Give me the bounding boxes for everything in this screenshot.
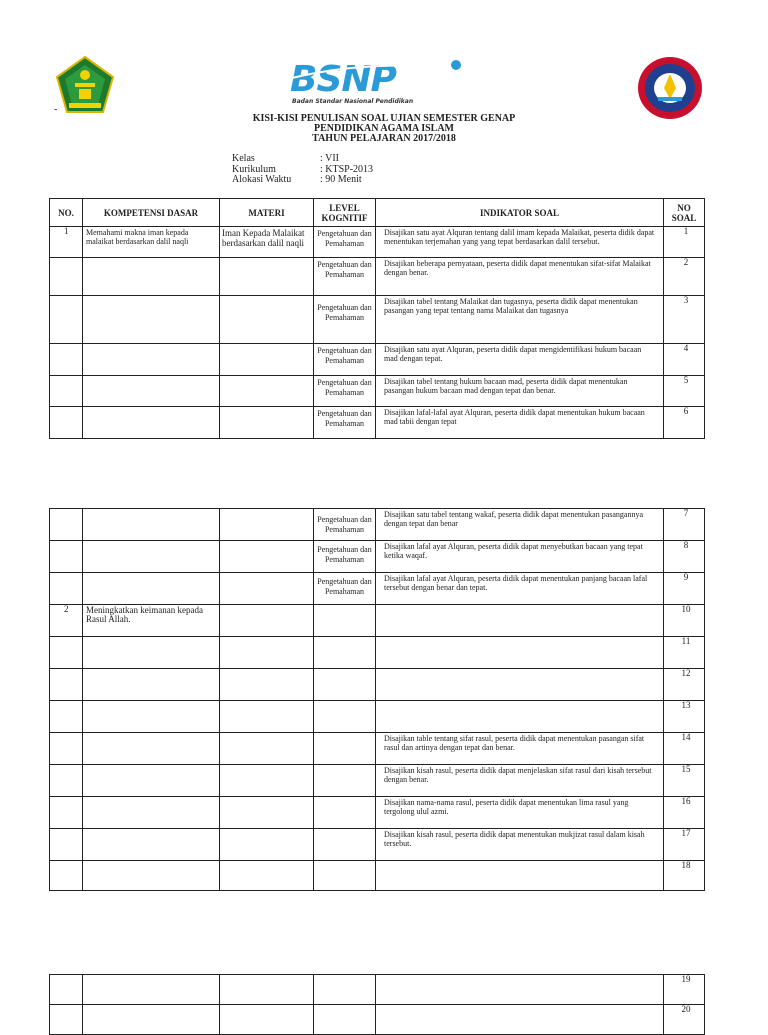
cell-no-soal: 4 (664, 344, 705, 376)
cell-no-soal: 10 (664, 605, 705, 637)
cell-level (314, 797, 376, 829)
cell-no-soal: 8 (664, 541, 705, 573)
cell-no-soal: 17 (664, 829, 705, 861)
cell-level: Pengetahuan dan Pemahaman (314, 407, 376, 439)
cell-level (314, 829, 376, 861)
cell-kompetensi-dasar (83, 861, 220, 891)
cell-materi: Iman Kepada Malaikat berdasarkan dalil naqli (220, 227, 314, 258)
cell-indikator: Disajikan satu tabel tentang wakaf, peserta didik dapat menentukan pasangannya dengan tepat dan benar (376, 509, 664, 541)
cell-no (50, 344, 83, 376)
cell-indikator: Disajikan lafal-lafal ayat Alquran, peserta didik dapat menentukan hukum bacaan mad tabii dengan tepat (376, 407, 664, 439)
cell-level: Pengetahuan dan Pemahaman (314, 296, 376, 344)
cell-indikator: Disajikan tabel tentang Malaikat dan tugasnya, peserta didik dapat menentukan pasangan yang tepat tentang nama Malaikat dan tugasnya (376, 296, 664, 344)
cell-materi (220, 509, 314, 541)
cell-materi (220, 376, 314, 407)
cell-indikator (376, 701, 664, 733)
cell-level: Pengetahuan dan Pemahaman (314, 376, 376, 407)
cell-no-soal: 9 (664, 573, 705, 605)
cell-level: Pengetahuan dan Pemahaman (314, 573, 376, 605)
cell-materi (220, 701, 314, 733)
cell-level: Pengetahuan dan Pemahaman (314, 258, 376, 296)
cell-indikator: Disajikan kisah rasul, peserta didik dapat menjelaskan sifat rasul dari kisah tersebut dengan benar. (376, 765, 664, 797)
cell-no-soal: 3 (664, 296, 705, 344)
cell-kompetensi-dasar (83, 509, 220, 541)
cell-kompetensi-dasar (83, 296, 220, 344)
table-row (50, 605, 705, 637)
cell-materi (220, 541, 314, 573)
table-row (50, 701, 705, 733)
cell-no (50, 701, 83, 733)
cell-indikator: Disajikan satu ayat Alquran, peserta didik dapat mengidentifikasi hukum bacaan mad dengan tepat. (376, 344, 664, 376)
cell-indikator (376, 975, 664, 1005)
cell-kompetensi-dasar (83, 637, 220, 669)
cell-materi (220, 407, 314, 439)
col-header-no: NO. (50, 199, 83, 227)
cell-materi (220, 605, 314, 637)
cell-materi (220, 861, 314, 891)
table-row (50, 296, 705, 344)
cell-materi (220, 1005, 314, 1035)
cell-no (50, 541, 83, 573)
cell-indikator (376, 669, 664, 701)
cell-indikator: Disajikan satu ayat Alquran tentang dalil imam kepada Malaikat, peserta didik dapat menentukan terjemahan yang yang tepat berdasarkan dalil tersebut. (376, 227, 664, 258)
cell-no (50, 258, 83, 296)
table-row (50, 573, 705, 605)
kisi-kisi-table-page-1 (49, 198, 705, 439)
meta-label: Kelas (232, 153, 255, 164)
cell-indikator: Disajikan lafal ayat Alquran, peserta didik dapat menyebutkan bacaan yang tepat ketika waqaf. (376, 541, 664, 573)
bsnp-logo (288, 58, 468, 108)
cell-materi (220, 733, 314, 765)
cell-indikator: Disajikan nama-nama rasul, peserta didik dapat menentukan lima rasul yang tergolong ulul azmi. (376, 797, 664, 829)
cell-no-soal: 13 (664, 701, 705, 733)
cell-indikator (376, 861, 664, 891)
cell-no-soal: 20 (664, 1005, 705, 1035)
table-row (50, 829, 705, 861)
col-header-no-soal: NO SOAL (664, 199, 705, 227)
cell-kompetensi-dasar (83, 1005, 220, 1035)
cell-kompetensi-dasar (83, 376, 220, 407)
cell-indikator: Disajikan beberapa pernyataan, peserta didik dapat menentukan sifat-sifat Malaikat dengan benar. (376, 258, 664, 296)
cell-no: 2 (50, 605, 83, 637)
cell-kompetensi-dasar (83, 797, 220, 829)
doc-title-line-3: TAHUN PELAJARAN 2017/2018 (312, 133, 456, 144)
cell-level (314, 669, 376, 701)
cell-kompetensi-dasar (83, 701, 220, 733)
header-dash: - (54, 104, 58, 115)
doc-title-line-1: KISI-KISI PENULISAN SOAL UJIAN SEMESTER GENAP (252, 113, 516, 124)
table-row (50, 765, 705, 797)
cell-materi (220, 258, 314, 296)
table-row (50, 1005, 705, 1035)
cell-no-soal: 1 (664, 227, 705, 258)
cell-no-soal: 16 (664, 797, 705, 829)
cell-kompetensi-dasar: Memahami makna iman kepada malaikat berdasarkan dalil naqli (83, 227, 220, 258)
cell-level: Pengetahuan dan Pemahaman (314, 509, 376, 541)
cell-no-soal: 7 (664, 509, 705, 541)
cell-no-soal: 14 (664, 733, 705, 765)
kisi-kisi-table-page-2 (49, 508, 705, 891)
cell-indikator (376, 605, 664, 637)
cell-materi (220, 765, 314, 797)
col-header-level-kognitif: LEVEL KOGNITIF (314, 199, 376, 227)
table-row (50, 509, 705, 541)
table-row (50, 975, 705, 1005)
cell-kompetensi-dasar (83, 541, 220, 573)
table-row (50, 637, 705, 669)
cell-no-soal: 12 (664, 669, 705, 701)
svg-text:Badan Standar Nasional Pendidi: Badan Standar Nasional Pendidikan (292, 98, 414, 105)
cell-level (314, 861, 376, 891)
cell-kompetensi-dasar (83, 669, 220, 701)
cell-no (50, 407, 83, 439)
table-row (50, 861, 705, 891)
cell-no-soal: 6 (664, 407, 705, 439)
table-row (50, 733, 705, 765)
cell-indikator: Disajikan tabel tentang hukum bacaan mad, peserta didik dapat menentukan pasangan hukum bacaan mad dengan tepat dan benar. (376, 376, 664, 407)
cell-level (314, 765, 376, 797)
cell-no (50, 637, 83, 669)
cell-no-soal: 2 (664, 258, 705, 296)
cell-level: Pengetahuan dan Pemahaman (314, 541, 376, 573)
col-header-kompetensi-dasar: KOMPETENSI DASAR (83, 199, 220, 227)
table-header-row (50, 199, 705, 227)
cell-materi (220, 637, 314, 669)
cell-level (314, 605, 376, 637)
cell-materi (220, 296, 314, 344)
col-header-materi: MATERI (220, 199, 314, 227)
cell-no (50, 376, 83, 407)
cell-level (314, 975, 376, 1005)
svg-text:BSNP: BSNP (290, 59, 396, 100)
table-row (50, 797, 705, 829)
cell-materi (220, 829, 314, 861)
cell-level: Pengetahuan dan Pemahaman (314, 344, 376, 376)
cell-kompetensi-dasar (83, 765, 220, 797)
cell-materi (220, 344, 314, 376)
cell-no (50, 829, 83, 861)
table-row (50, 344, 705, 376)
cell-no (50, 1005, 83, 1035)
cell-no-soal: 5 (664, 376, 705, 407)
cell-kompetensi-dasar: Meningkatkan keimanan kepada Rasul Allah. (83, 605, 220, 637)
cell-no (50, 509, 83, 541)
cell-materi (220, 669, 314, 701)
cell-materi (220, 797, 314, 829)
table-row (50, 376, 705, 407)
cell-level (314, 701, 376, 733)
cell-kompetensi-dasar (83, 258, 220, 296)
table-row (50, 541, 705, 573)
cell-kompetensi-dasar (83, 733, 220, 765)
ministry-of-religion-emblem-icon (55, 55, 115, 115)
cell-indikator (376, 1005, 664, 1035)
col-header-indikator-soal: INDIKATOR SOAL (376, 199, 664, 227)
table-row (50, 227, 705, 258)
cell-indikator: Disajikan table tentang sifat rasul, peserta didik dapat menentukan pasangan sifat rasul dan artinya dengan tepat dan benar. (376, 733, 664, 765)
cell-kompetensi-dasar (83, 829, 220, 861)
cell-no (50, 861, 83, 891)
cell-no (50, 765, 83, 797)
cell-kompetensi-dasar (83, 975, 220, 1005)
cell-no (50, 797, 83, 829)
cell-level (314, 637, 376, 669)
cell-no (50, 975, 83, 1005)
cell-no (50, 296, 83, 344)
cell-no (50, 733, 83, 765)
meta-value: : KTSP-2013 (320, 164, 374, 175)
cell-indikator: Disajikan lafal ayat Alquran, peserta didik dapat menentukan panjang bacaan lafal tersebut dengan benar dan tepat. (376, 573, 664, 605)
table-row (50, 258, 705, 296)
tut-wuri-handayani-emblem-icon (636, 55, 704, 121)
cell-no-soal: 15 (664, 765, 705, 797)
cell-indikator: Disajikan kisah rasul, peserta didik dapat menentukan mukjizat rasul dalam kisah tersebut. (376, 829, 664, 861)
cell-kompetensi-dasar (83, 344, 220, 376)
cell-level: Pengetahuan dan Pemahaman (314, 227, 376, 258)
cell-no-soal: 11 (664, 637, 705, 669)
cell-kompetensi-dasar (83, 407, 220, 439)
cell-no-soal: 19 (664, 975, 705, 1005)
table-row (50, 669, 705, 701)
meta-label: Kurikulum (232, 164, 276, 175)
cell-no (50, 573, 83, 605)
cell-no-soal: 18 (664, 861, 705, 891)
cell-no (50, 669, 83, 701)
cell-level (314, 733, 376, 765)
cell-materi (220, 975, 314, 1005)
doc-title-line-2: PENDIDIKAN AGAMA ISLAM (313, 123, 454, 134)
kisi-kisi-table-page-3 (49, 974, 705, 1035)
table-row (50, 407, 705, 439)
cell-level (314, 1005, 376, 1035)
cell-kompetensi-dasar (83, 573, 220, 605)
cell-indikator (376, 637, 664, 669)
meta-value: : 90 Menit (320, 174, 362, 185)
meta-value: : VII (320, 153, 339, 164)
cell-no: 1 (50, 227, 83, 258)
cell-materi (220, 573, 314, 605)
meta-label: Alokasi Waktu (232, 174, 292, 185)
